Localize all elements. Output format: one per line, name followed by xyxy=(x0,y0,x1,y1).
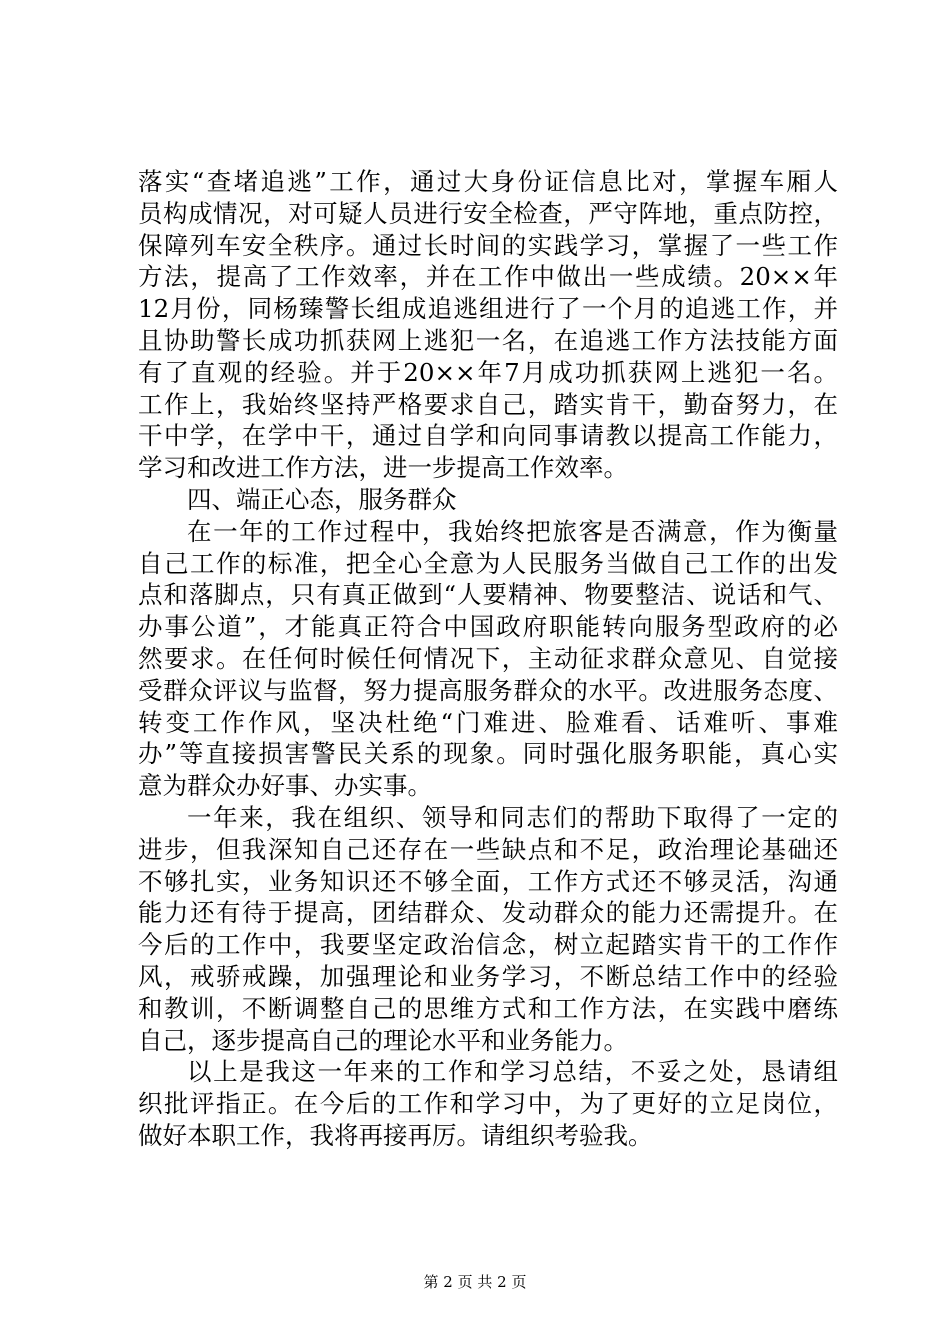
text-line: 工作上，我始终坚持严格要求自己，踏实肯干，勤奋努力，在 xyxy=(138,389,838,419)
text-line: 学习和改进工作方法，进一步提高工作效率。 xyxy=(138,453,628,483)
text-line: 织批评指正。在今后的工作和学习中，为了更好的立足岗位， xyxy=(138,1089,838,1119)
text-line: 一年来，我在组织、领导和同志们的帮助下取得了一定的 xyxy=(187,802,838,832)
text-line: 办事公道”，才能真正符合中国政府职能转向服务型政府的必 xyxy=(138,612,838,642)
text-line: 能力还有待于提高，团结群众、发动群众的能力还需提升。在 xyxy=(138,898,838,928)
text-line: 自己，逐步提高自己的理论水平和业务能力。 xyxy=(138,1025,628,1055)
text-line: 有了直观的经验。并于20××年7月成功抓获网上逃犯一名。 xyxy=(138,357,838,387)
text-line: 以上是我这一年来的工作和学习总结，不妥之处，恳请组 xyxy=(187,1057,838,1087)
text-line: 且协助警长成功抓获网上逃犯一名，在追逃工作方法技能方面 xyxy=(138,325,838,355)
text-line: 受群众评议与监督，努力提高服务群众的水平。改进服务态度、 xyxy=(138,675,838,705)
text-line: 干中学，在学中干，通过自学和向同事请教以提高工作能力， xyxy=(138,421,838,451)
text-line: 然要求。在任何时候任何情况下，主动征求群众意见、自觉接 xyxy=(138,643,838,673)
page-footer: 第 2 页 共 2 页 xyxy=(423,1273,527,1291)
text-line: 在一年的工作过程中，我始终把旅客是否满意，作为衡量 xyxy=(187,516,838,546)
text-line: 今后的工作中，我要坚定政治信念，树立起踏实肯干的工作作 xyxy=(138,930,838,960)
body-text xyxy=(138,166,838,1152)
text-line: 进步，但我深知自己还存在一些缺点和不足，政治理论基础还 xyxy=(138,834,838,864)
text-line: 落实“查堵追逃”工作，通过大身份证信息比对，掌握车厢人 xyxy=(138,167,838,196)
text-line: 12月份，同杨臻警长组成追逃组进行了一个月的追逃工作，并 xyxy=(138,294,838,324)
text-line: 和教训，不断调整自己的思维方式和工作方法，在实践中磨练 xyxy=(138,993,838,1023)
text-line: 四、端正心态，服务群众 xyxy=(187,484,457,514)
text-line: 不够扎实，业务知识还不够全面，工作方式还不够灵活，沟通 xyxy=(138,866,838,896)
text-line: 风，戒骄戒躁，加强理论和业务学习，不断总结工作中的经验 xyxy=(138,961,838,991)
text-line: 转变工作作风，坚决杜绝“门难进、脸难看、话难听、事难 xyxy=(138,707,838,737)
text-line: 办”等直接损害警民关系的现象。同时强化服务职能，真心实 xyxy=(138,739,838,769)
text-line: 保障列车安全秩序。通过长时间的实践学习，掌握了一些工作 xyxy=(138,230,838,260)
text-line: 意为群众办好事、办实事。 xyxy=(138,771,432,801)
text-line: 做好本职工作，我将再接再厉。请组织考验我。 xyxy=(138,1120,653,1150)
text-line: 员构成情况，对可疑人员进行安全检查，严守阵地，重点防控， xyxy=(138,198,838,228)
text-line: 点和落脚点，只有真正做到“人要精神、物要整洁、说话和气、 xyxy=(138,580,838,610)
text-line: 方法，提高了工作效率，并在工作中做出一些成绩。20××年 xyxy=(138,262,838,292)
text-line: 自己工作的标准，把全心全意为人民服务当做自己工作的出发 xyxy=(138,548,838,578)
